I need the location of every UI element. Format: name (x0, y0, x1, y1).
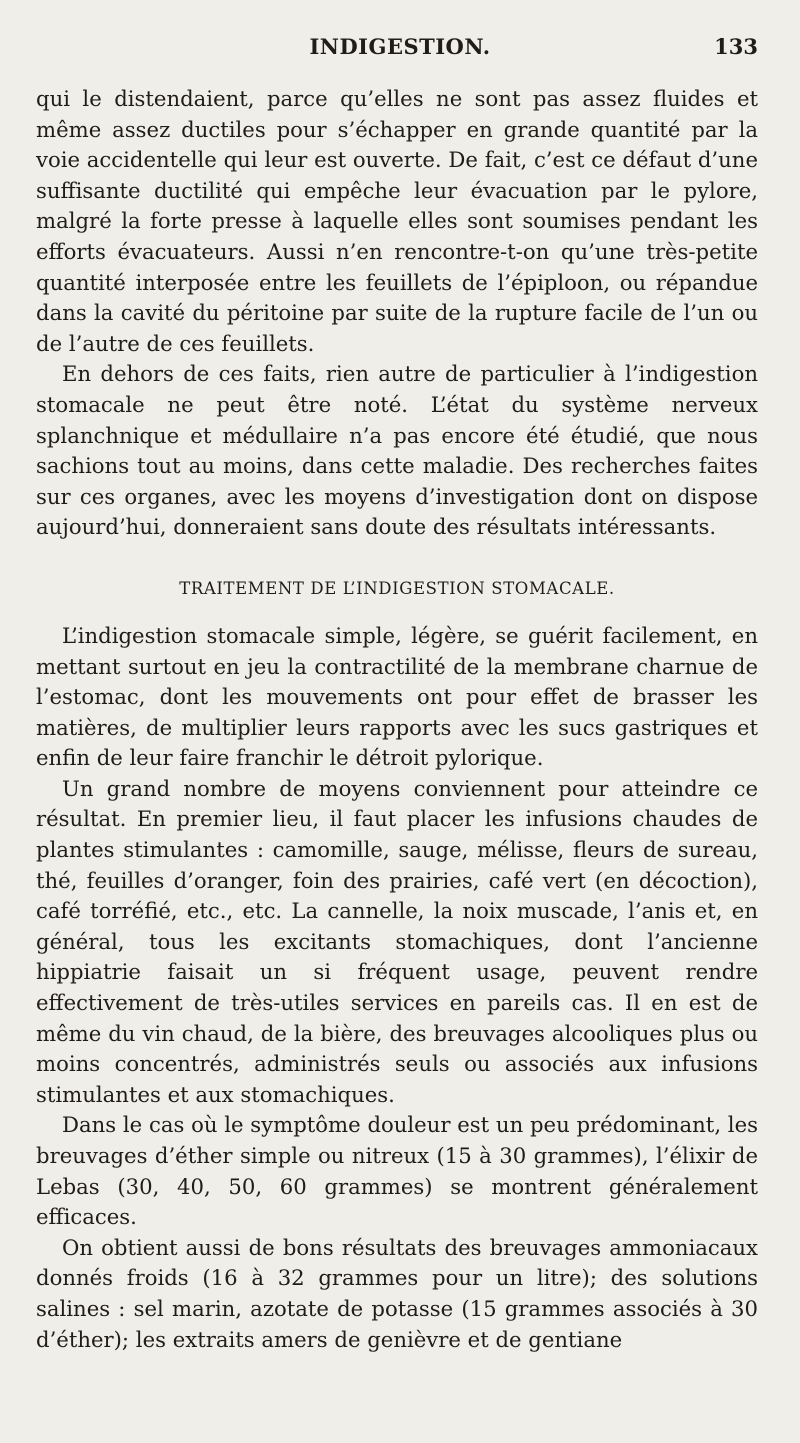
paragraph-treatment-intro: L’indigestion stomacale simple, légère, se guérit facilement, en mettant surtout en jeu la contractilité de la membrane charnue de l’estomac, dont les mouvements ont pour effet de brasser les matières, de multiplier leurs rapports avec les sucs gastriques et enfin de leur faire franchir le détroit pylorique. (36, 622, 758, 771)
paragraph-stimulants: Un grand nombre de moyens conviennent pour atteindre ce résultat. En premier lieu, il faut placer les infusions chaudes de plantes stimulantes : camomille, sauge, mélisse, fleurs de sureau, thé, feuilles d’oranger, foin des prairies, café vert (en décoction), café torréfié, etc., etc. La cannelle, la noix muscade, l’anis et, en général, tous les excitants stomachiques, dont l’ancienne hippiatrie faisait un si fréquent usage, peuvent rendre effectivement de très-utiles services en pareils cas. Il en est de même du vin chaud, de la bière, des breuvages alcooliques plus ou moins concentrés, administrés seuls ou associés aux infusions stimulantes et aux stomachiques. (36, 775, 758, 1107)
body-text (36, 84, 758, 1355)
paragraph-ether: Dans le cas où le symptôme douleur est un peu prédominant, les breuvages d’éther simple ou nitreux (15 à 30 grammes), l’élixir de Lebas (30, 40, 50, 60 grammes) se montrent généralement efficaces. (36, 1112, 758, 1230)
paragraph-continued: qui le distendaient, parce qu’elles ne sont pas assez fluides et même assez ductiles pour s’échapper en grande quantité par la voie accidentelle qui leur est ouverte. De fait, c’est ce défaut d’une suffisante ductilité qui empêche leur évacuation par le pylore, malgré la forte presse à laquelle elles sont soumises pendant les efforts évacuateurs. Aussi n’en rencontre-t-on qu’une très-petite quantité interposée entre les feuillets de l’épiploon, ou répandue dans la cavité du péritoine par suite de la rupture facile de l’un ou de l’autre de ces feuillets. (36, 86, 758, 356)
paragraph-ammoniacal: On obtient aussi de bons résultats des breuvages ammoniacaux donnés froids (16 à 32 grammes pour un litre); des solutions salines : sel marin, azotate de potasse (15 grammes associés à 30 d’éther); les extraits amers de genièvre et de gentiane (36, 1234, 758, 1352)
running-title: INDIGESTION. (309, 34, 491, 59)
section-heading: TRAITEMENT DE L’INDIGESTION STOMACALE. (179, 578, 615, 598)
page-number: 133 (714, 34, 758, 59)
running-header (40, 30, 760, 64)
paragraph-nervous-system: En dehors de ces faits, rien autre de particulier à l’indigestion stomacale ne peut être noté. L’état du système nerveux splanchnique et médullaire n’a pas encore été étudié, que nous sachions tout au moins, dans cette maladie. Des recherches faites sur ces organes, avec les moyens d’investigation dont on dispose aujourd’hui, donneraient sans doute des résultats intéressants. (36, 361, 758, 540)
